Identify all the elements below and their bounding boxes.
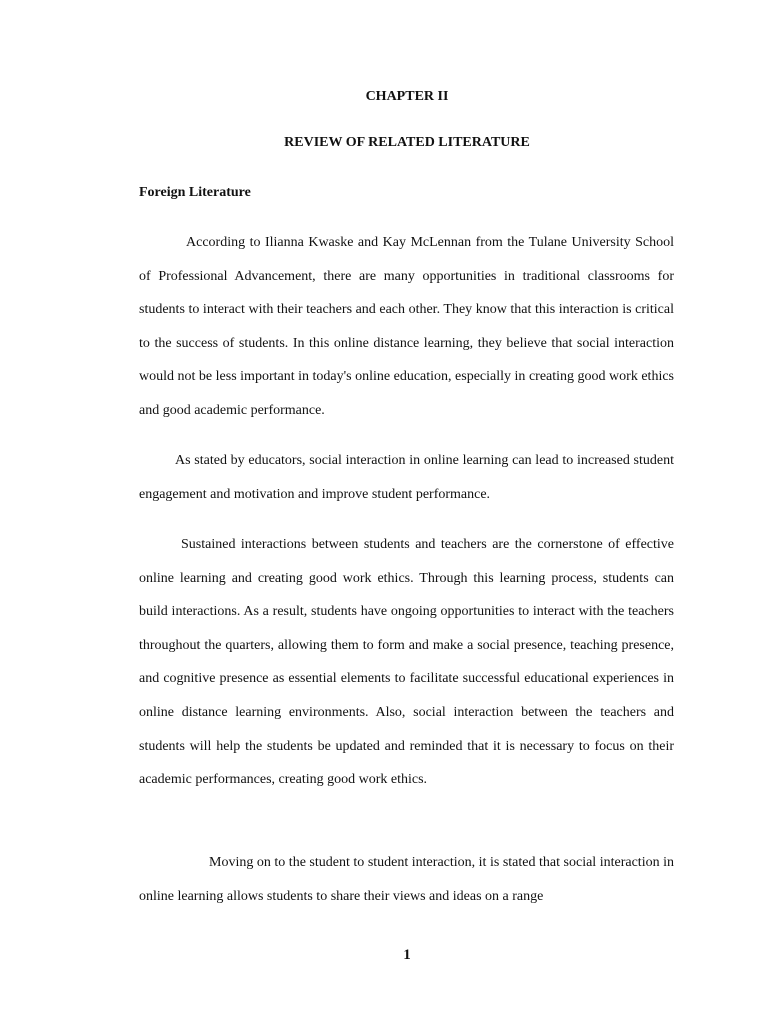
page-number: 1: [403, 947, 411, 963]
paragraph: Moving on to the student to student interaction, it is stated that social interaction in online learning allows students to share their views and ideas on a range: [139, 855, 674, 904]
paragraph: According to Ilianna Kwaske and Kay McLennan from the Tulane University School of Professional Advancement, there are many opportunities in traditional classrooms for students to interact with their teachers and each other. They know that this interaction is critical to the success of students. In this online distance learning, they believe that social interaction would not be less important in today's online education, especially in creating good work ethics and good academic performance.: [139, 235, 674, 418]
chapter-label: CHAPTER II: [365, 89, 449, 104]
paragraph: As stated by educators, social interaction in online learning can lead to increased student engagement and motivation and improve student performance.: [139, 453, 674, 502]
chapter-title: REVIEW OF RELATED LITERATURE: [284, 135, 530, 150]
paragraph: Sustained interactions between students and teachers are the cornerstone of effective online learning and creating good work ethics. Through this learning process, students can build interactions. As a result, students have ongoing opportunities to interact with the teachers throughout the quarters, allowing them to form and make a social presence, teaching presence, and cognitive presence as essential elements to facilitate successful educational experiences in online distance learning environments. Also, social interaction between the teachers and students will help the students be updated and reminded that it is necessary to focus on their academic performances, creating good work ethics.: [139, 537, 674, 788]
section-heading: Foreign Literature: [139, 185, 251, 200]
